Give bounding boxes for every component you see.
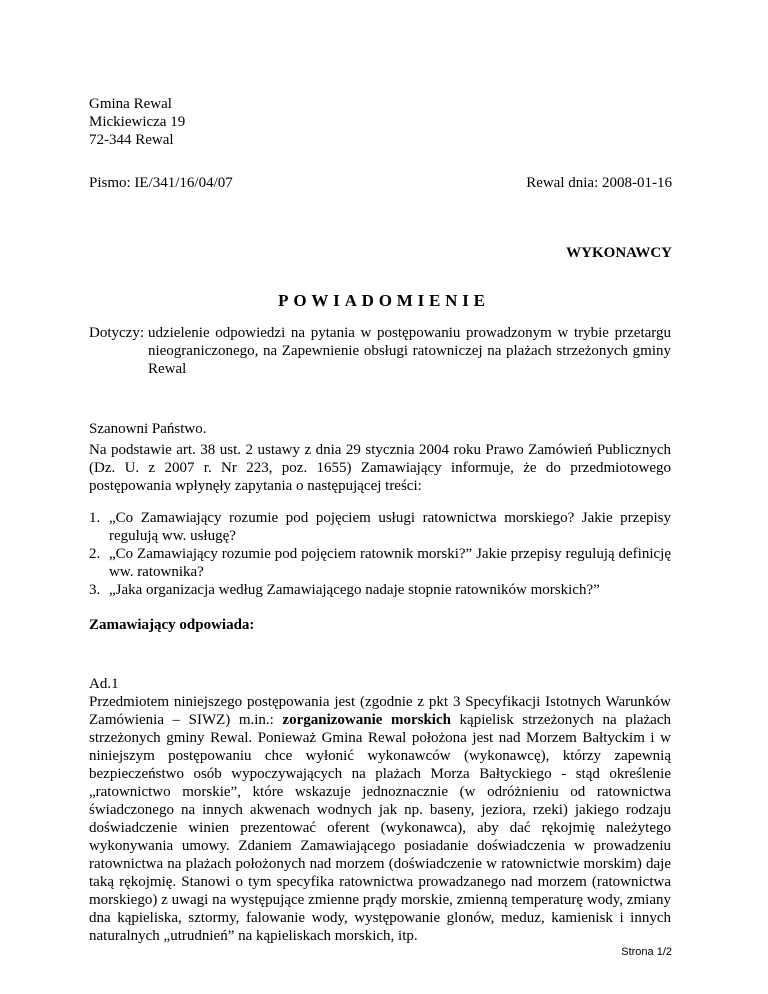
answer-text-part1: Przedmiotem niniejszego postępowania jest (zgodnie z pkt 3 Specyfikacji Istotnych Warunków Zamówienia – SIWZ) m.in.: bbox=[89, 694, 671, 728]
answer-paragraph bbox=[89, 693, 671, 945]
document-date: Rewal dnia: 2008-01-16 bbox=[526, 175, 672, 191]
sender-name: Gmina Rewal bbox=[89, 96, 172, 112]
sender-address bbox=[89, 95, 185, 149]
list-item bbox=[89, 509, 671, 545]
list-item-number: 3. bbox=[89, 582, 101, 598]
list-item-number: 1. bbox=[89, 510, 101, 526]
list-item-text: „Co Zamawiający rozumie pod pojęciem usługi ratownictwa morskiego? Jakie przepisy regulują ww. usługę? bbox=[109, 510, 671, 544]
questions-list bbox=[89, 509, 671, 599]
sender-city: 72-344 Rewal bbox=[89, 132, 174, 148]
ad1-label: Ad.1 bbox=[89, 676, 119, 692]
list-item-number: 2. bbox=[89, 546, 101, 562]
answer-text-bold: zorganizowanie morskich bbox=[282, 712, 451, 728]
list-item-text: „Jaka organizacja według Zamawiającego nadaje stopnie ratowników morskich?” bbox=[109, 582, 600, 598]
answer-heading: Zamawiający odpowiada: bbox=[89, 617, 255, 633]
page-number: Strona 1/2 bbox=[621, 946, 672, 958]
reference-number: Pismo: IE/341/16/04/07 bbox=[89, 175, 233, 191]
list-item bbox=[89, 581, 671, 599]
recipient: WYKONAWCY bbox=[566, 245, 672, 261]
list-item bbox=[89, 545, 671, 581]
answer-text-part2: kąpielisk strzeżonych na plażach strzeżonych gminy Rewal. Ponieważ Gmina Rewal położona jest nad Morzem Bałtyckim i w niniejszym postępowaniu chce wyłonić wykonawców (wykonawcę), którzy zapewnią bezpieczeństwo osób wypoczywających na plażach Morza Bałtyckiego - stąd określenie „ratownictwo morskie”, które wskazuje jednoznacznie (w odróżnieniu od ratownictwa świadczonego na innych akwenach wodnych jak np. baseny, jeziora, rzeki) jakiego rodzaju doświadczenie winien prezentować oferent (wykonawca), aby dać rękojmię należytego wykonywania umowy. Zdaniem Zamawiającego posiadanie doświadczenia w prowadzeniu ratownictwa na plażach położonych nad morzem (doświadczenie w ratownictwie morskim) daje taką rękojmię. Stanowi o tym specyfika ratownictwa prowadzanego nad morzem (ratownictwa morskiego) z uwagi na występujące zmienne prądy morskie, zmienną temperaturę wody, zmiany dna kąpieliska, sztormy, falowanie wody, występowanie glonów, meduz, kamienisk i innych naturalnych „utrudnień” na kąpieliskach morskich, itp. bbox=[89, 712, 671, 944]
subject-label: Dotyczy: bbox=[89, 325, 144, 341]
sender-street: Mickiewicza 19 bbox=[89, 114, 186, 130]
subject-text: udzielenie odpowiedzi na pytania w postępowaniu prowadzonym w trybie przetargu nieograniczonego, na Zapewnienie obsługi ratowniczej na plażach strzeżonych gminy Rewal bbox=[147, 325, 671, 377]
salutation: Szanowni Państwo. bbox=[89, 421, 207, 437]
subject-block bbox=[89, 324, 671, 378]
document-title: POWIADOMIENIE bbox=[278, 291, 490, 310]
intro-paragraph: Na podstawie art. 38 ust. 2 ustawy z dnia 29 stycznia 2004 roku Prawo Zamówień Publicznych (Dz. U. z 2007 r. Nr 223, poz. 1655) Zamawiający informuje, że do przedmiotowego postępowania wpłynęły zapytania o następującej treści: bbox=[89, 442, 671, 494]
list-item-text: „Co Zamawiający rozumie pod pojęciem ratownik morski?” Jakie przepisy regulują definicję ww. ratownika? bbox=[109, 546, 671, 580]
